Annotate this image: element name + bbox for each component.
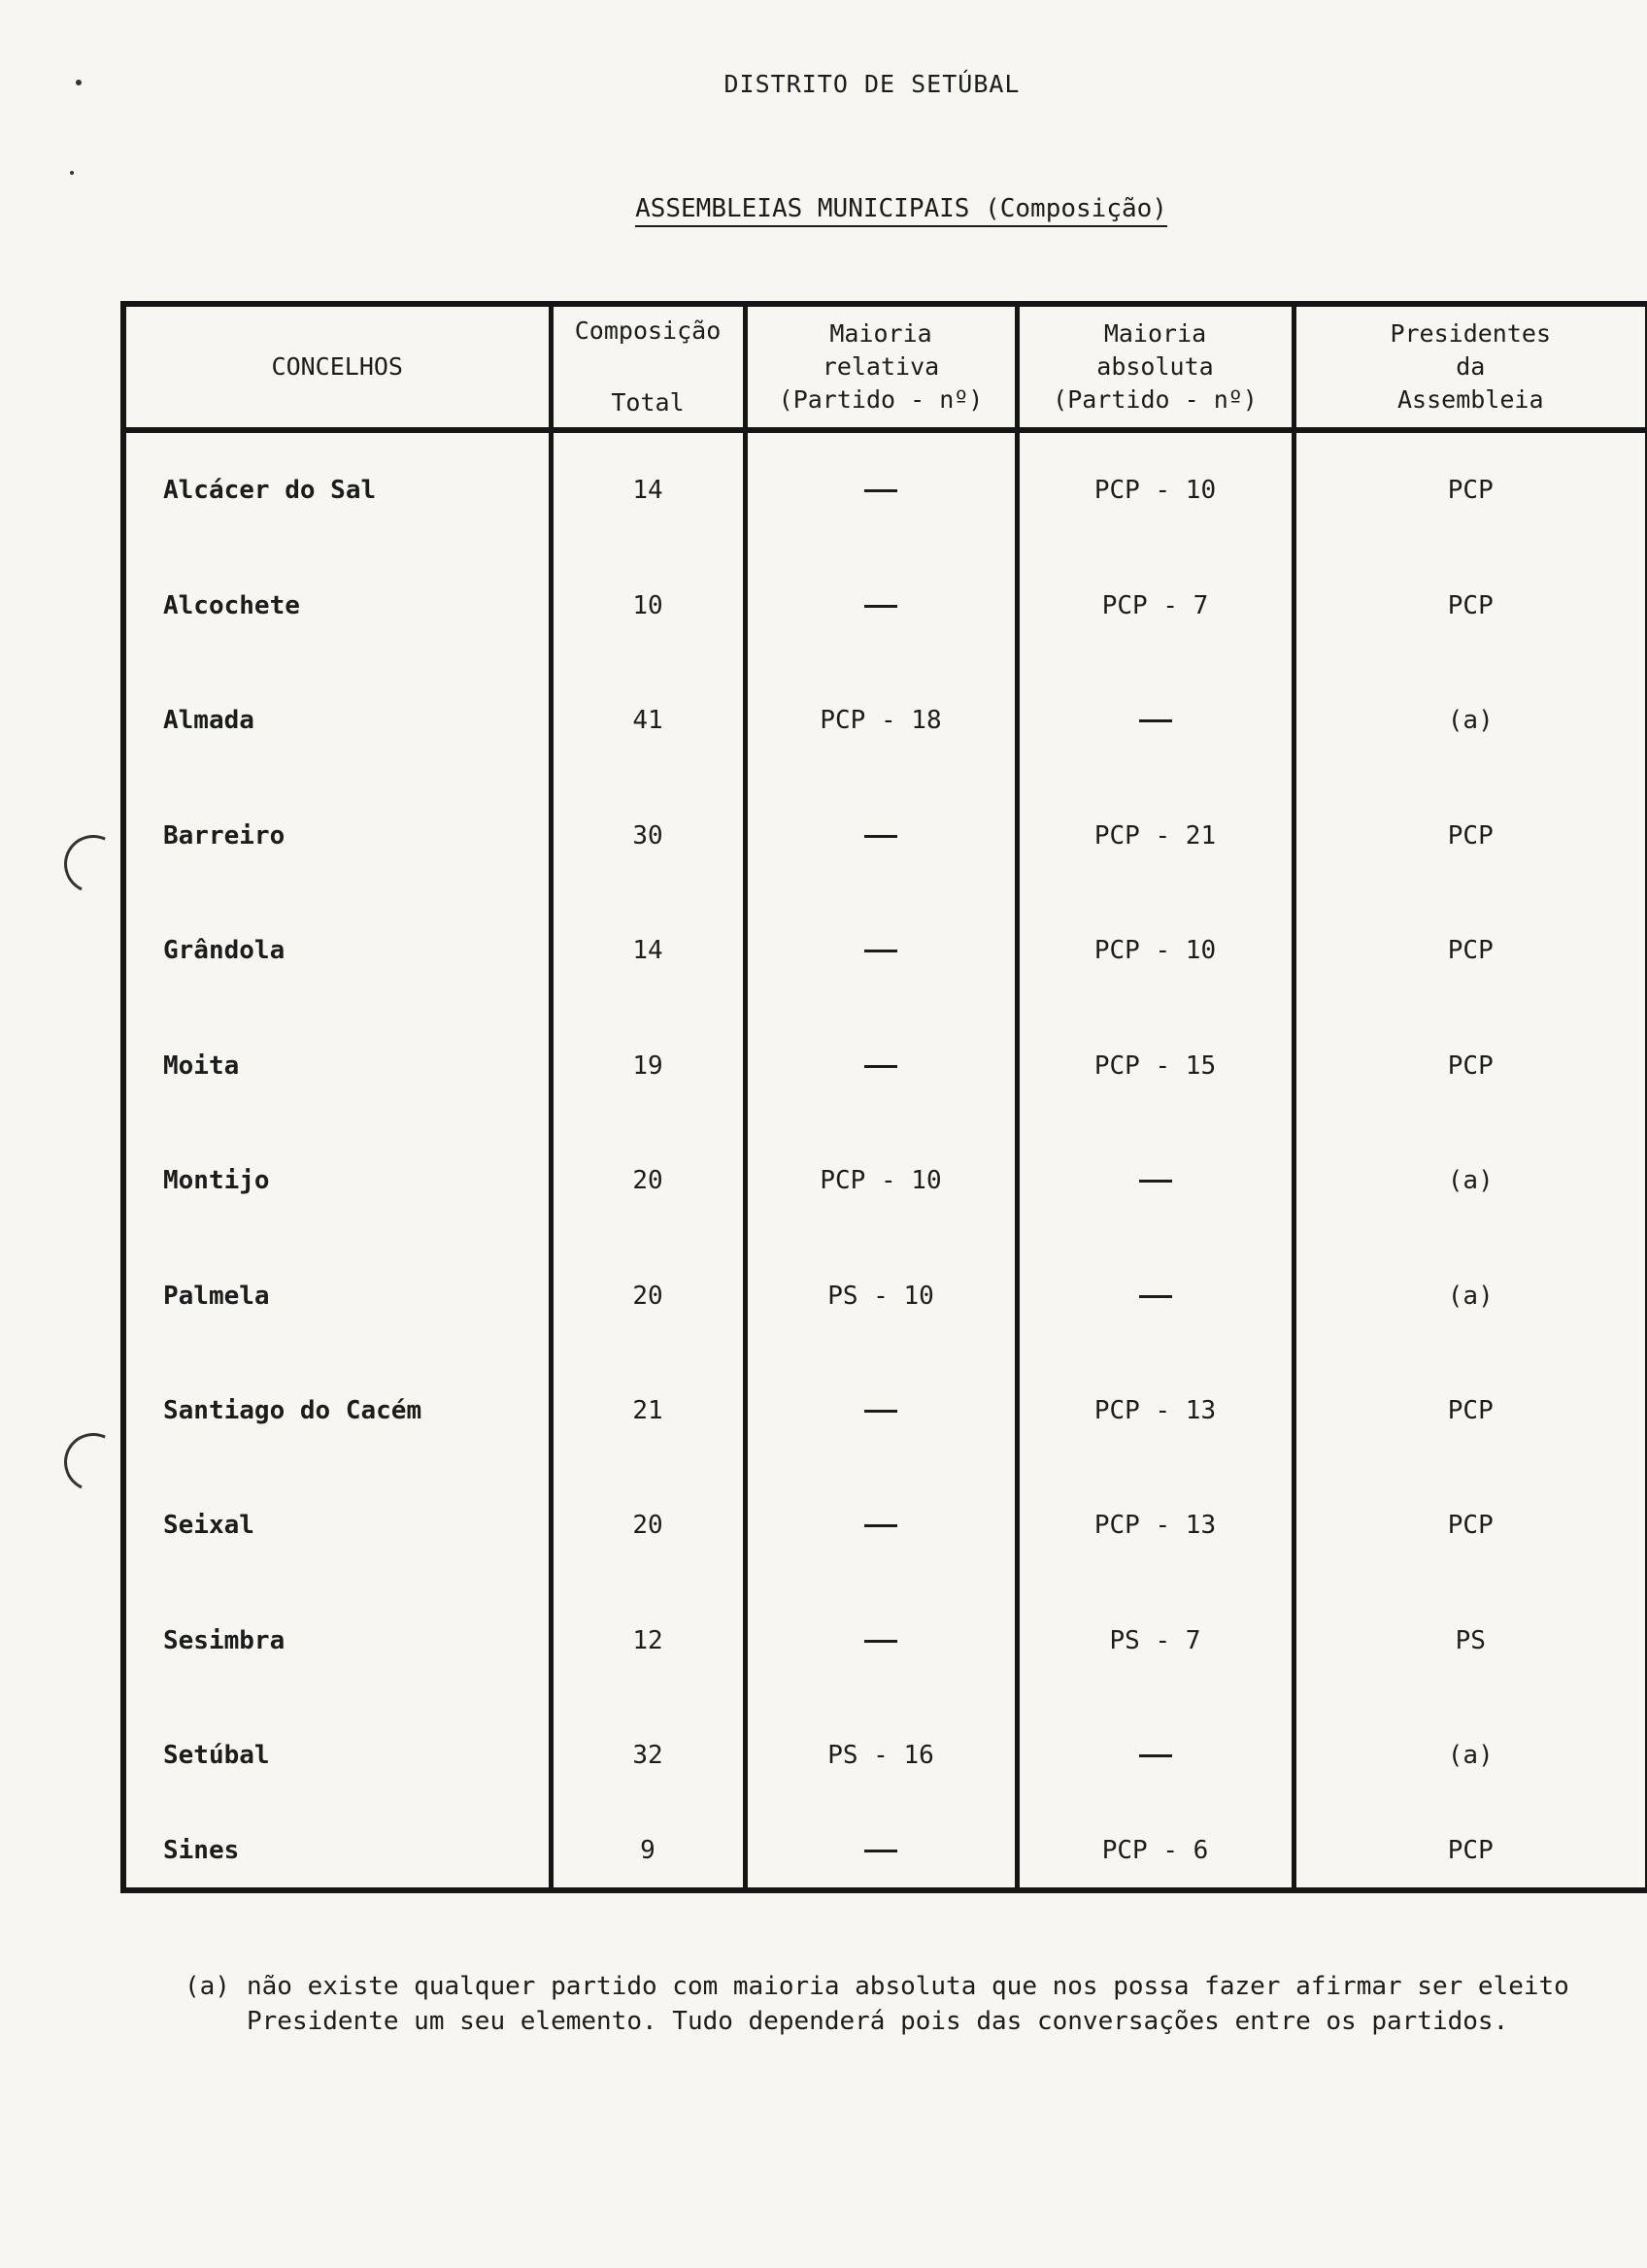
table-row [123,893,1647,1008]
cell-total-text: 10 [632,590,663,620]
punch-hole-mark-bottom [56,1425,131,1500]
cell-presidente [1294,1238,1647,1352]
table-row [123,1238,1647,1352]
cell-concelho-text: Barreiro [163,820,286,850]
table-row [123,663,1647,778]
cell-total [551,1814,745,1890]
cell-concelho-text: Alcochete [163,590,300,620]
cell-concelho-text: Seixal [163,1511,254,1541]
cell-maioria-absoluta [1017,1468,1294,1583]
table-header-row [123,304,1647,430]
cell-total [551,1698,745,1813]
header-relativa-line2: relativa [822,352,940,381]
header-relativa-line3: (Partido - nº) [778,385,984,414]
cell-presidente-text: PS [1455,1625,1486,1655]
cell-presidente [1294,1353,1647,1468]
cell-maioria-absoluta [1017,1353,1294,1468]
cell-maioria-relativa [745,663,1017,778]
cell-maioria-absoluta-text: PCP - 13 [1093,1396,1217,1425]
cell-total-text: 41 [632,706,663,736]
header-absoluta-line1: Maioria [1103,319,1207,348]
cell-concelho-text: Setúbal [163,1741,270,1771]
cell-total-text: 20 [632,1511,663,1541]
cell-total-text: 21 [632,1396,663,1425]
cell-maioria-relativa [745,893,1017,1008]
table-row [123,1698,1647,1813]
cell-presidente-text: PCP [1447,936,1494,966]
cell-presidente [1294,430,1647,548]
table-row [123,1584,1647,1698]
footnote-text: não existe qualquer partido com maioria absoluta que nos possa fazer afirmar ser eleito Presidente um seu elemento. Tudo dependerá pois das conversações entre os partidos. [247,1972,1569,2036]
cell-concelho [123,663,551,778]
cell-concelho-text: Sesimbra [163,1625,286,1655]
empty-dash [864,1065,897,1068]
assemblies-table [120,301,1647,1893]
cell-total [551,1238,745,1352]
cell-concelho [123,1238,551,1352]
empty-dash [1139,1754,1172,1757]
cell-total-text: 32 [632,1741,663,1771]
cell-total [551,893,745,1008]
empty-dash [1139,1295,1172,1298]
empty-dash [864,1850,897,1852]
cell-total-text: 14 [632,476,663,506]
cell-total [551,1584,745,1698]
cell-maioria-absoluta [1017,1698,1294,1813]
cell-maioria-relativa-text: PS - 10 [827,1281,934,1311]
empty-dash [864,489,897,492]
cell-maioria-absoluta-text: PS - 7 [1109,1625,1201,1655]
cell-presidente-text: (a) [1447,706,1494,736]
header-maioria-relativa [745,304,1017,430]
empty-dash [1139,719,1172,722]
header-absoluta-line2: absoluta [1096,352,1214,381]
cell-maioria-absoluta [1017,1008,1294,1122]
cell-presidente [1294,663,1647,778]
cell-concelho [123,1123,551,1238]
table-row [123,778,1647,892]
cell-total [551,778,745,892]
cell-maioria-relativa [745,1123,1017,1238]
empty-dash [864,835,897,838]
cell-maioria-relativa [745,1353,1017,1468]
page-title: DISTRITO DE SETÚBAL [723,70,1021,98]
cell-presidente-text: PCP [1447,590,1494,620]
cell-presidente-text: PCP [1447,476,1494,506]
cell-maioria-absoluta [1017,1814,1294,1890]
cell-presidente [1294,1814,1647,1890]
cell-maioria-absoluta [1017,663,1294,778]
cell-maioria-absoluta [1017,1123,1294,1238]
cell-presidente-text: PCP [1447,1835,1494,1865]
cell-concelho [123,778,551,892]
cell-presidente-text: (a) [1447,1281,1494,1311]
cell-total [551,1468,745,1583]
punch-hole-mark-top [56,827,131,902]
cell-concelho-text: Sines [163,1835,240,1865]
header-concelhos-label: CONCELHOS [271,352,403,381]
cell-concelho [123,1353,551,1468]
cell-total [551,1353,745,1468]
header-relativa-line1: Maioria [829,319,932,348]
cell-presidente-text: PCP [1447,820,1494,850]
ink-speck [70,171,74,175]
cell-presidente [1294,1008,1647,1122]
cell-concelho-text: Almada [163,706,254,736]
empty-dash [1139,1180,1172,1183]
cell-maioria-relativa [745,1238,1017,1352]
header-presidentes [1294,304,1647,430]
cell-concelho [123,548,551,662]
cell-presidente [1294,893,1647,1008]
cell-total-text: 12 [632,1625,663,1655]
cell-maioria-relativa [745,778,1017,892]
cell-maioria-relativa-text: PS - 16 [827,1741,934,1771]
cell-maioria-relativa [745,548,1017,662]
cell-total-text: 9 [640,1835,655,1865]
cell-total [551,1008,745,1122]
cell-maioria-absoluta-text: PCP - 10 [1093,476,1217,506]
cell-maioria-absoluta [1017,1238,1294,1352]
empty-dash [864,950,897,952]
section-title [0,194,1647,223]
cell-total [551,1123,745,1238]
cell-total-text: 14 [632,936,663,966]
footnote [185,1969,1583,2039]
cell-maioria-relativa [745,1008,1017,1122]
cell-presidente [1294,778,1647,892]
cell-maioria-absoluta-text: PCP - 15 [1093,1051,1217,1081]
table-row [123,1123,1647,1238]
header-concelhos [123,304,551,430]
header-composicao-line1: Composição [574,317,722,345]
cell-total-text: 20 [632,1166,663,1196]
cell-maioria-absoluta-text: PCP - 13 [1093,1511,1217,1541]
cell-maioria-relativa [745,1814,1017,1890]
cell-concelho-text: Palmela [163,1281,270,1311]
section-title-text: ASSEMBLEIAS MUNICIPAIS (Composição) [635,194,1167,227]
cell-maioria-relativa [745,430,1017,548]
cell-maioria-absoluta-text: PCP - 7 [1101,590,1209,620]
cell-total-text: 30 [632,820,663,850]
cell-presidente [1294,1468,1647,1583]
cell-concelho [123,1814,551,1890]
header-composicao [551,304,745,430]
table-row [123,548,1647,662]
cell-presidente [1294,1123,1647,1238]
cell-maioria-absoluta-text: PCP - 6 [1101,1835,1209,1865]
cell-concelho [123,1584,551,1698]
cell-presidente [1294,548,1647,662]
cell-presidente-text: (a) [1447,1741,1494,1771]
empty-dash [864,605,897,608]
cell-concelho [123,430,551,548]
cell-maioria-absoluta-text: PCP - 21 [1093,820,1217,850]
cell-presidente [1294,1584,1647,1698]
cell-maioria-absoluta [1017,1584,1294,1698]
header-presidentes-line1: Presidentes [1390,319,1552,348]
cell-total [551,548,745,662]
header-absoluta-line3: (Partido - nº) [1053,385,1258,414]
cell-maioria-absoluta [1017,430,1294,548]
header-maioria-absoluta [1017,304,1294,430]
cell-concelho-text: Montijo [163,1166,270,1196]
cell-maioria-relativa [745,1468,1017,1583]
cell-concelho [123,1468,551,1583]
cell-total-text: 19 [632,1051,663,1081]
cell-maioria-absoluta [1017,778,1294,892]
table-body [123,430,1647,1890]
cell-maioria-absoluta [1017,548,1294,662]
empty-dash [864,1524,897,1527]
cell-maioria-relativa [745,1698,1017,1813]
cell-presidente-text: PCP [1447,1051,1494,1081]
footnote-mark: (a) [185,1972,230,2001]
table-row [123,1814,1647,1890]
cell-presidente-text: PCP [1447,1511,1494,1541]
cell-maioria-absoluta [1017,893,1294,1008]
empty-dash [864,1640,897,1643]
cell-concelho-text: Grândola [163,936,286,966]
cell-maioria-absoluta-text: PCP - 10 [1093,936,1217,966]
cell-presidente-text: PCP [1447,1396,1494,1425]
cell-total [551,663,745,778]
cell-concelho [123,893,551,1008]
header-composicao-line2: Total [611,388,685,417]
header-presidentes-line3: Assembleia [1396,385,1544,414]
cell-maioria-relativa-text: PCP - 10 [820,1166,942,1196]
cell-concelho-text: Alcácer do Sal [163,476,377,506]
table-row [123,1008,1647,1122]
cell-maioria-relativa-text: PCP - 18 [820,706,942,736]
cell-maioria-relativa [745,1584,1017,1698]
cell-presidente [1294,1698,1647,1813]
cell-concelho-text: Moita [163,1051,240,1081]
cell-presidente-text: (a) [1447,1166,1494,1196]
cell-concelho [123,1008,551,1122]
header-presidentes-line2: da [1456,352,1486,381]
table-row [123,430,1647,548]
cell-total-text: 20 [632,1281,663,1311]
cell-concelho [123,1698,551,1813]
table-row [123,1468,1647,1583]
cell-total [551,430,745,548]
empty-dash [864,1410,897,1413]
cell-concelho-text: Santiago do Cacém [163,1396,422,1425]
table-row [123,1353,1647,1468]
